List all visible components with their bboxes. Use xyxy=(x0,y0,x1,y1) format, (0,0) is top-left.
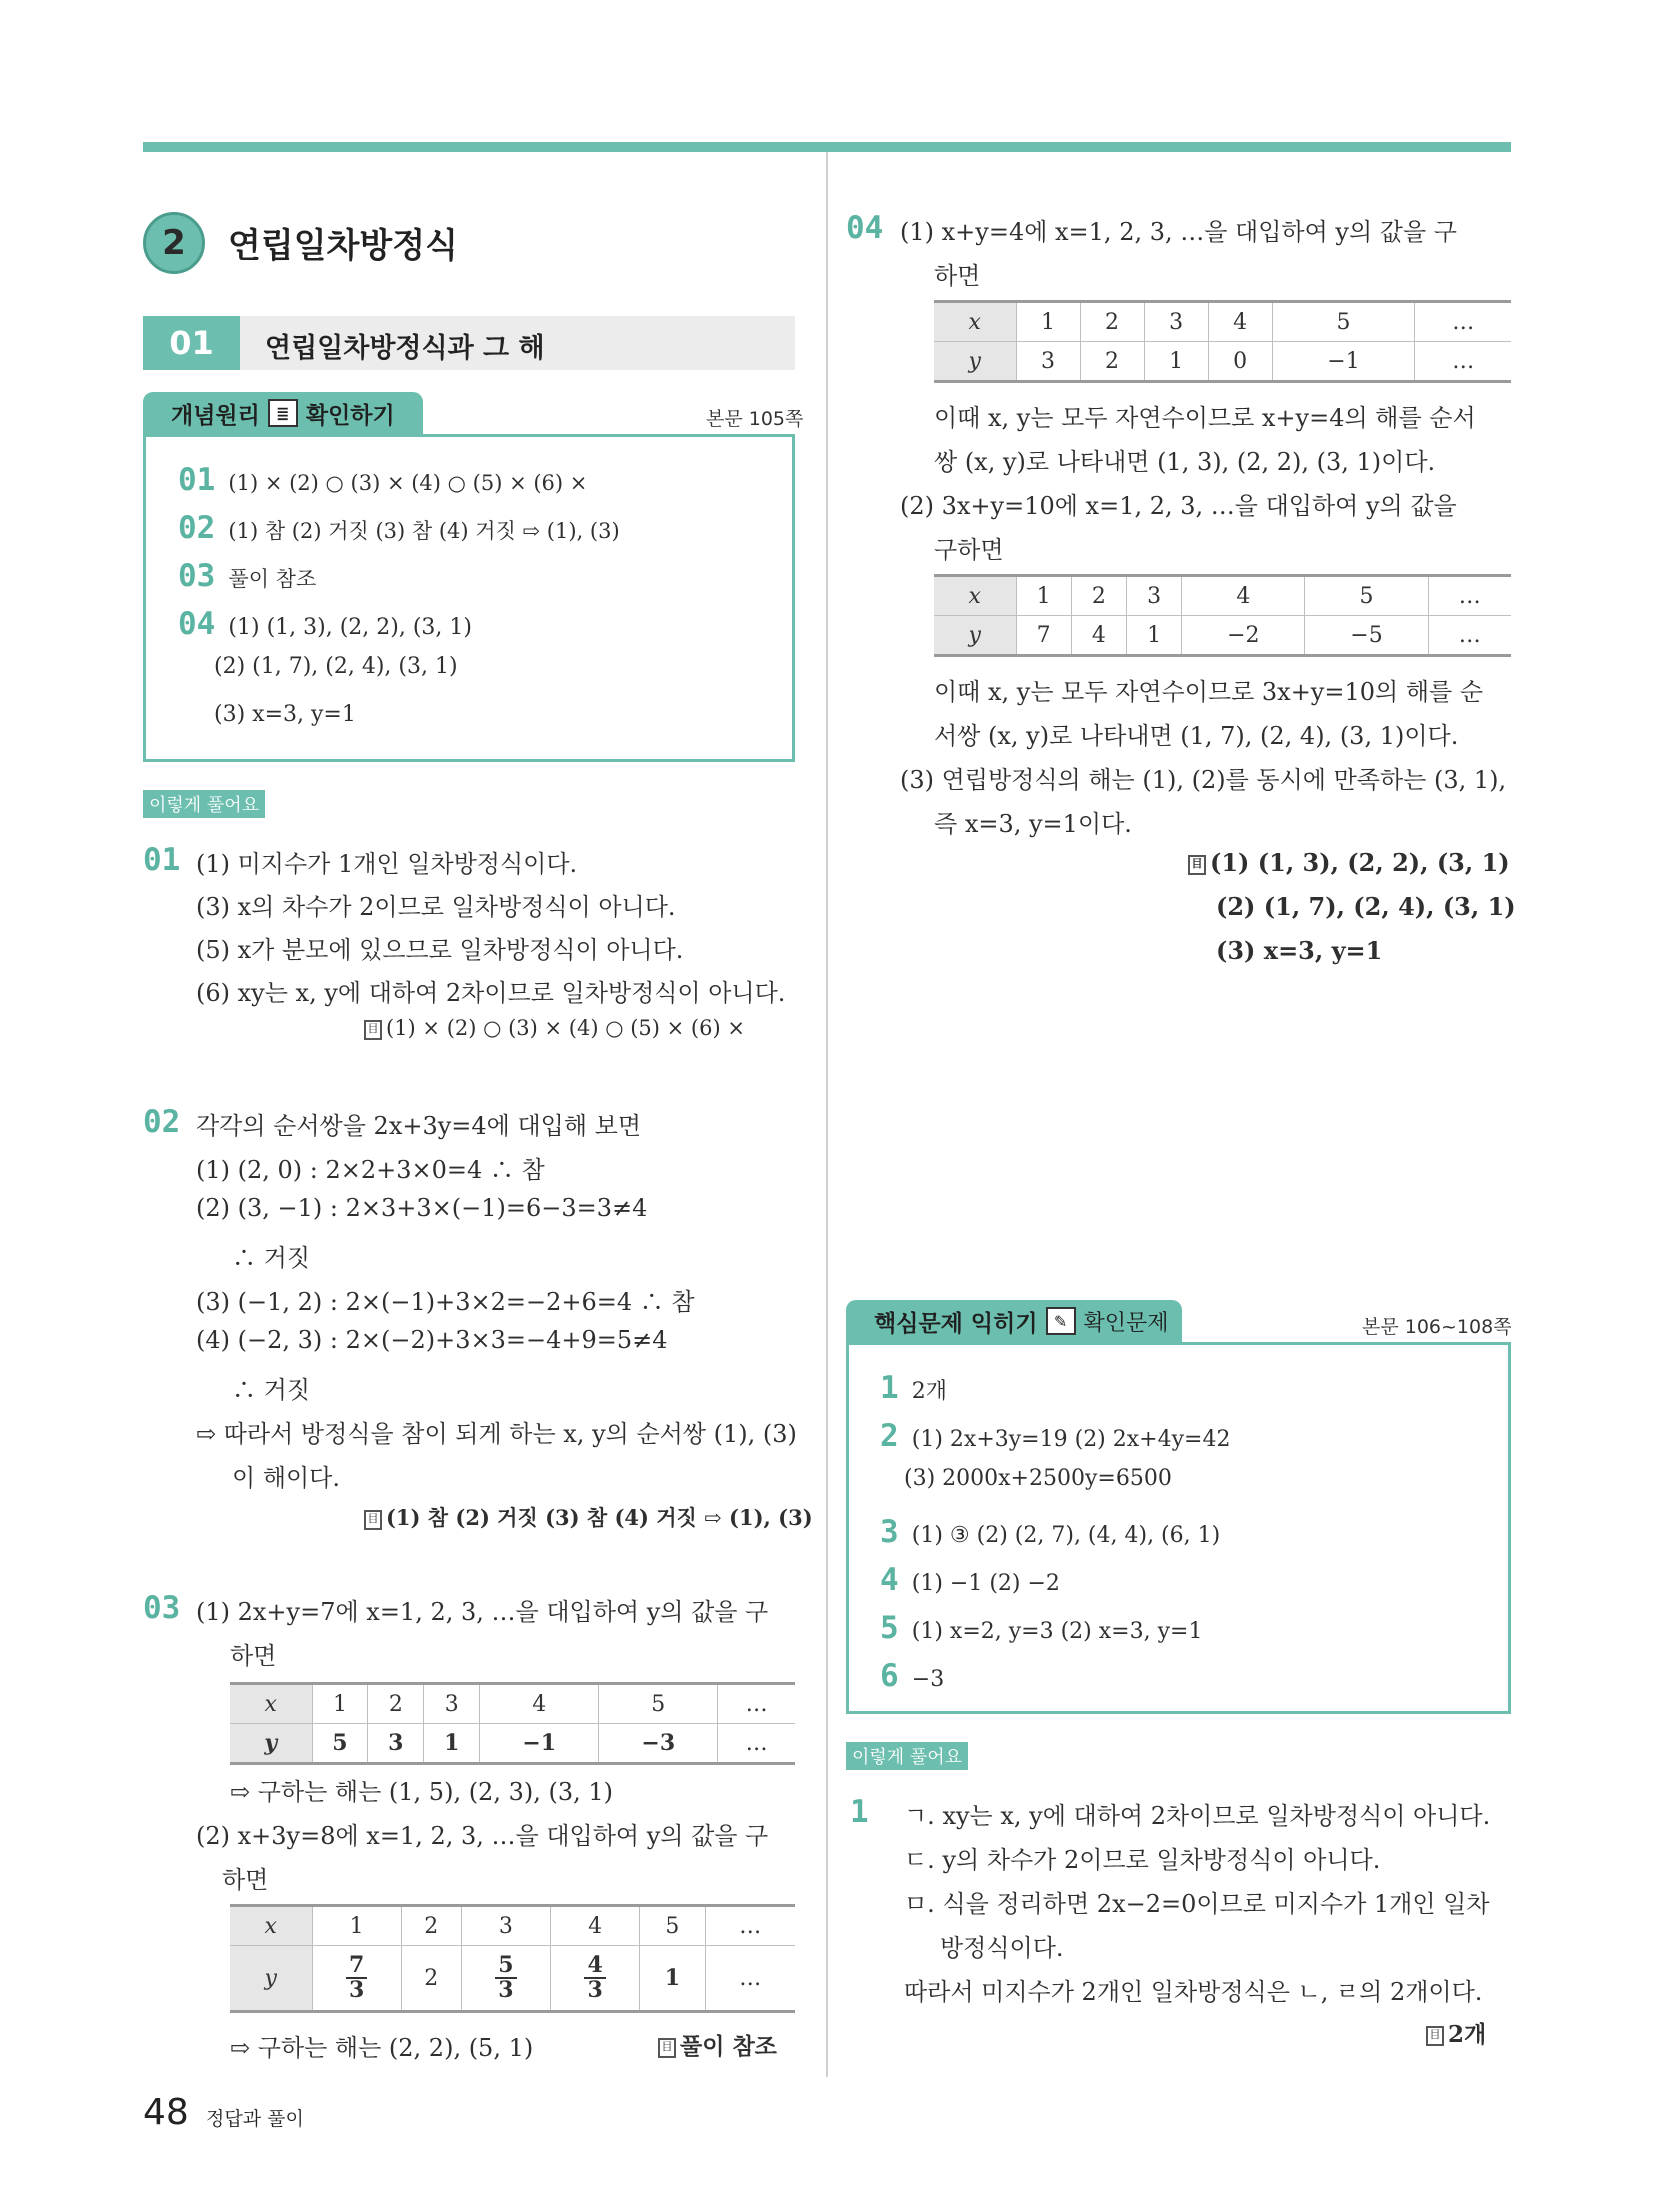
answer-text: 풀이 참조 xyxy=(680,2033,777,2060)
concept-tab xyxy=(143,392,423,434)
table-cell: y xyxy=(230,1724,312,1764)
table-cell: 2 xyxy=(401,1906,461,1946)
item-text: 풀이 참조 xyxy=(228,567,317,591)
fraction: $\frac{4}{3}$ xyxy=(584,1954,605,2002)
solve-badge: 이렇게 풀어요 xyxy=(143,790,265,818)
item-text: (1) x=2, y=3 (2) x=3, y=1 xyxy=(911,1619,1203,1644)
footer-label: 정답과 풀이 xyxy=(206,2108,304,2130)
item-number: 2 xyxy=(880,1418,899,1454)
item-number: 01 xyxy=(178,462,216,498)
answer-icon: 目 xyxy=(658,2038,676,2058)
answer-icon: 目 xyxy=(364,1510,382,1530)
item-text: (1) −1 (2) −2 xyxy=(911,1571,1060,1596)
answer-icon: 目 xyxy=(364,1020,382,1040)
answer-text: 2개 xyxy=(1448,2021,1487,2048)
solution-line: ⇨ 따라서 방정식을 참이 되게 하는 x, y의 순서쌍 (1), (3) xyxy=(196,1420,797,1448)
table-cell: 5 xyxy=(1305,576,1428,616)
table-cell: x xyxy=(230,1906,312,1946)
solution-line: ∴ 거짓 xyxy=(232,1376,310,1404)
answer-line xyxy=(658,2028,777,2061)
question-number: 04 xyxy=(846,210,884,246)
table-cell: 1 xyxy=(1016,576,1071,616)
notebook-icon: ≣ xyxy=(268,399,298,427)
question-number: 03 xyxy=(143,1590,181,1626)
table-cell: 1 xyxy=(424,1724,480,1764)
solution-line: (5) x가 분모에 있으므로 일차방정식이 아니다. xyxy=(196,936,684,964)
question-number: 01 xyxy=(143,842,181,878)
solution-line: 이때 x, y는 모두 자연수이므로 x+y=4의 해를 순서 xyxy=(934,404,1476,432)
solution-line: 각각의 순서쌍을 2x+3y=4에 대입해 보면 xyxy=(196,1112,642,1140)
item-text: (1) ③ (2) (2, 7), (4, 4), (6, 1) xyxy=(911,1523,1221,1548)
question-number: 02 xyxy=(143,1104,181,1140)
solution-line: 이때 x, y는 모두 자연수이므로 3x+y=10의 해를 순 xyxy=(934,678,1484,706)
solution-line: (1) 미지수가 1개인 일차방정식이다. xyxy=(196,850,578,878)
item-number: 3 xyxy=(880,1514,899,1550)
item-text: (1) (1, 3), (2, 2), (3, 1) xyxy=(228,615,472,640)
question-number: 1 xyxy=(850,1794,869,1830)
core-item xyxy=(880,1658,944,1694)
solution-line: ㄷ. y의 차수가 2이므로 일차방정식이 아니다. xyxy=(904,1846,1381,1874)
chapter-number: 2 xyxy=(143,212,205,274)
solution-line: (2) 3x+y=10에 x=1, 2, 3, …을 대입하여 y의 값을 xyxy=(900,492,1457,520)
solution-line: 방정식이다. xyxy=(940,1934,1064,1962)
value-table-1 xyxy=(230,1682,795,1765)
item-number: 02 xyxy=(178,510,216,546)
answer-icon: 目 xyxy=(1426,2026,1444,2046)
table-cell: 5 xyxy=(599,1684,718,1724)
answer-text: (1) 참 (2) 거짓 (3) 참 (4) 거짓 ⇨ (1), (3) xyxy=(386,1505,813,1530)
table-cell: −3 xyxy=(599,1724,718,1764)
core-item xyxy=(880,1562,1060,1598)
value-table-3 xyxy=(934,300,1511,383)
solution-line: 이 해이다. xyxy=(232,1464,340,1492)
table-cell: 5 xyxy=(640,1906,705,1946)
solution-line: ㄱ. xy는 x, y에 대하여 2차이므로 일차방정식이 아니다. xyxy=(904,1802,1491,1830)
solution-line: (6) xy는 x, y에 대하여 2차이므로 일차방정식이 아니다. xyxy=(196,979,786,1007)
concept-tab-label2: 확인하기 xyxy=(305,402,395,429)
answer-line: (2) (1, 7), (2, 4), (3, 1) xyxy=(1216,892,1516,921)
table-cell: −1 xyxy=(1272,342,1415,382)
answer-line xyxy=(1188,848,1510,877)
item-text: (1) 2x+3y=19 (2) 2x+4y=42 xyxy=(911,1427,1231,1452)
table-cell: 3 xyxy=(1016,342,1080,382)
core-tab-label2: 확인문제 xyxy=(1083,1310,1169,1336)
table-cell: 1 xyxy=(1127,616,1182,656)
table-cell: −1 xyxy=(480,1724,599,1764)
solution-line: 쌍 (x, y)로 나타내면 (1, 3), (2, 2), (3, 1)이다. xyxy=(934,448,1436,476)
item-text: −3 xyxy=(911,1667,945,1692)
value-table-4 xyxy=(934,574,1511,657)
table-cell: y xyxy=(230,1946,312,2012)
core-item xyxy=(880,1514,1220,1550)
table-cell: … xyxy=(1415,342,1511,382)
table-cell: 4 xyxy=(1182,576,1305,616)
table-cell: 2 xyxy=(1071,576,1126,616)
pencil-icon: ✎ xyxy=(1046,1307,1076,1335)
core-item xyxy=(880,1418,1230,1454)
table-cell: … xyxy=(718,1724,795,1764)
core-tab xyxy=(846,1300,1182,1342)
concept-item xyxy=(178,606,472,642)
table-cell: y xyxy=(934,616,1016,656)
solution-line: (1) (2, 0) : 2×2+3×0=4 ∴ 참 xyxy=(196,1156,545,1184)
answer-line xyxy=(1426,2016,1486,2049)
table-cell: x xyxy=(934,302,1016,342)
table-cell: 1 xyxy=(312,1684,368,1724)
table-cell: 2 xyxy=(401,1946,461,2012)
solution-line: (3) x의 차수가 2이므로 일차방정식이 아니다. xyxy=(196,893,676,921)
table-cell: −5 xyxy=(1305,616,1428,656)
solution-line: (2) (3, −1) : 2×3+3×(−1)=6−3=3≠4 xyxy=(196,1194,648,1222)
core-tab-label: 핵심문제 익히기 xyxy=(874,1310,1038,1337)
table-cell: 4 xyxy=(480,1684,599,1724)
solution-line: 따라서 미지수가 2개인 일차방정식은 ㄴ, ㄹ의 2개이다. xyxy=(904,1978,1483,2006)
column-divider xyxy=(826,152,828,2077)
table-cell: 1 xyxy=(1016,302,1080,342)
concept-item xyxy=(178,510,620,546)
item-number: 03 xyxy=(178,558,216,594)
core-item: (3) 2000x+2500y=6500 xyxy=(904,1466,1172,1491)
concept-ref: 본문 105쪽 xyxy=(706,408,804,430)
table-cell: 3 xyxy=(368,1724,424,1764)
table-cell: … xyxy=(1415,302,1511,342)
chapter-title: 연립일차방정식 xyxy=(228,226,458,266)
table-cell: −2 xyxy=(1182,616,1305,656)
table-cell: … xyxy=(718,1684,795,1724)
table-cell: y xyxy=(934,342,1016,382)
table-cell: 1 xyxy=(1144,342,1208,382)
table-cell: 0 xyxy=(1208,342,1272,382)
item-number: 5 xyxy=(880,1610,899,1646)
solution-line: ∴ 거짓 xyxy=(232,1244,310,1272)
item-number: 4 xyxy=(880,1562,899,1598)
table-cell: 3 xyxy=(1127,576,1182,616)
answer-line xyxy=(364,1502,813,1532)
answer-text: (1) (1, 3), (2, 2), (3, 1) xyxy=(1210,848,1510,877)
table-cell: 2 xyxy=(368,1684,424,1724)
core-item xyxy=(880,1610,1202,1646)
table-cell: … xyxy=(705,1906,795,1946)
table-cell xyxy=(461,1946,550,2012)
table-cell: … xyxy=(705,1946,795,2012)
solution-line: 구하면 xyxy=(934,536,1004,564)
solution-line: 하면 xyxy=(222,1866,269,1894)
solve-badge: 이렇게 풀어요 xyxy=(846,1742,968,1770)
table-cell: 4 xyxy=(1208,302,1272,342)
table-cell: x xyxy=(934,576,1016,616)
solution-line: (3) (−1, 2) : 2×(−1)+3×2=−2+6=4 ∴ 참 xyxy=(196,1288,695,1316)
item-text: 2개 xyxy=(911,1379,948,1404)
solution-line: (1) x+y=4에 x=1, 2, 3, …을 대입하여 y의 값을 구 xyxy=(900,218,1457,246)
result-line: ⇨ 구하는 해는 (2, 2), (5, 1) xyxy=(230,2034,534,2062)
concept-item xyxy=(178,462,587,498)
item-number: 6 xyxy=(880,1658,899,1694)
top-accent-bar xyxy=(143,142,1511,152)
item-text: (1) × (2) ○ (3) × (4) ○ (5) × (6) × xyxy=(228,471,588,495)
table-cell: 4 xyxy=(551,1906,640,1946)
table-cell: x xyxy=(230,1684,312,1724)
table-cell: 1 xyxy=(312,1906,401,1946)
answer-icon: 目 xyxy=(1188,855,1206,875)
item-number: 04 xyxy=(178,606,216,642)
core-ref: 본문 106~108쪽 xyxy=(1362,1316,1512,1338)
solution-line: 하면 xyxy=(934,262,981,290)
answer-text: (1) × (2) ○ (3) × (4) ○ (5) × (6) × xyxy=(386,1016,745,1040)
solution-line: (3) 연립방정식의 해는 (1), (2)를 동시에 만족하는 (3, 1), xyxy=(900,766,1507,794)
solution-line: (4) (−2, 3) : 2×(−2)+3×3=−4+9=5≠4 xyxy=(196,1326,668,1354)
table-cell: 2 xyxy=(1080,302,1144,342)
page-number: 48 xyxy=(143,2092,189,2133)
table-cell xyxy=(312,1946,401,2012)
item-text: (1) 참 (2) 거짓 (3) 참 (4) 거짓 ⇨ (1), (3) xyxy=(228,519,620,543)
result-line: ⇨ 구하는 해는 (1, 5), (2, 3), (3, 1) xyxy=(230,1778,614,1806)
concept-item: (3) x=3, y=1 xyxy=(214,702,356,727)
solution-line: 서쌍 (x, y)로 나타내면 (1, 7), (2, 4), (3, 1)이다. xyxy=(934,722,1459,750)
solution-line: (2) x+3y=8에 x=1, 2, 3, …을 대입하여 y의 값을 구 xyxy=(196,1822,769,1850)
table-cell xyxy=(551,1946,640,2012)
concept-tab-label: 개념원리 xyxy=(171,402,260,429)
answer-line: (3) x=3, y=1 xyxy=(1216,936,1383,965)
table-cell: 1 xyxy=(640,1946,705,2012)
solution-line: 즉 x=3, y=1이다. xyxy=(934,810,1132,838)
table-cell: 4 xyxy=(1071,616,1126,656)
fraction: $\frac{7}{3}$ xyxy=(346,1954,367,2002)
table-cell: 7 xyxy=(1016,616,1071,656)
fraction: $\frac{5}{3}$ xyxy=(495,1954,516,2002)
table-cell: 3 xyxy=(424,1684,480,1724)
concept-item: (2) (1, 7), (2, 4), (3, 1) xyxy=(214,654,458,679)
solution-line: (1) 2x+y=7에 x=1, 2, 3, …을 대입하여 y의 값을 구 xyxy=(196,1598,769,1626)
table-cell: 3 xyxy=(1144,302,1208,342)
core-item xyxy=(880,1370,947,1406)
table-cell: … xyxy=(1428,616,1511,656)
concept-item xyxy=(178,558,316,594)
section-title: 연립일차방정식과 그 해 xyxy=(265,333,545,364)
table-cell: 2 xyxy=(1080,342,1144,382)
section-number: 01 xyxy=(143,316,240,370)
table-cell: … xyxy=(1428,576,1511,616)
table-cell: 5 xyxy=(1272,302,1415,342)
table-cell: 5 xyxy=(312,1724,368,1764)
value-table-2 xyxy=(230,1904,795,2013)
item-number: 1 xyxy=(880,1370,899,1406)
table-cell: 3 xyxy=(461,1906,550,1946)
answer-line xyxy=(364,1016,745,1040)
solution-line: 하면 xyxy=(230,1642,277,1670)
solution-line: ㅁ. 식을 정리하면 2x−2=0이므로 미지수가 1개인 일차 xyxy=(904,1890,1490,1918)
